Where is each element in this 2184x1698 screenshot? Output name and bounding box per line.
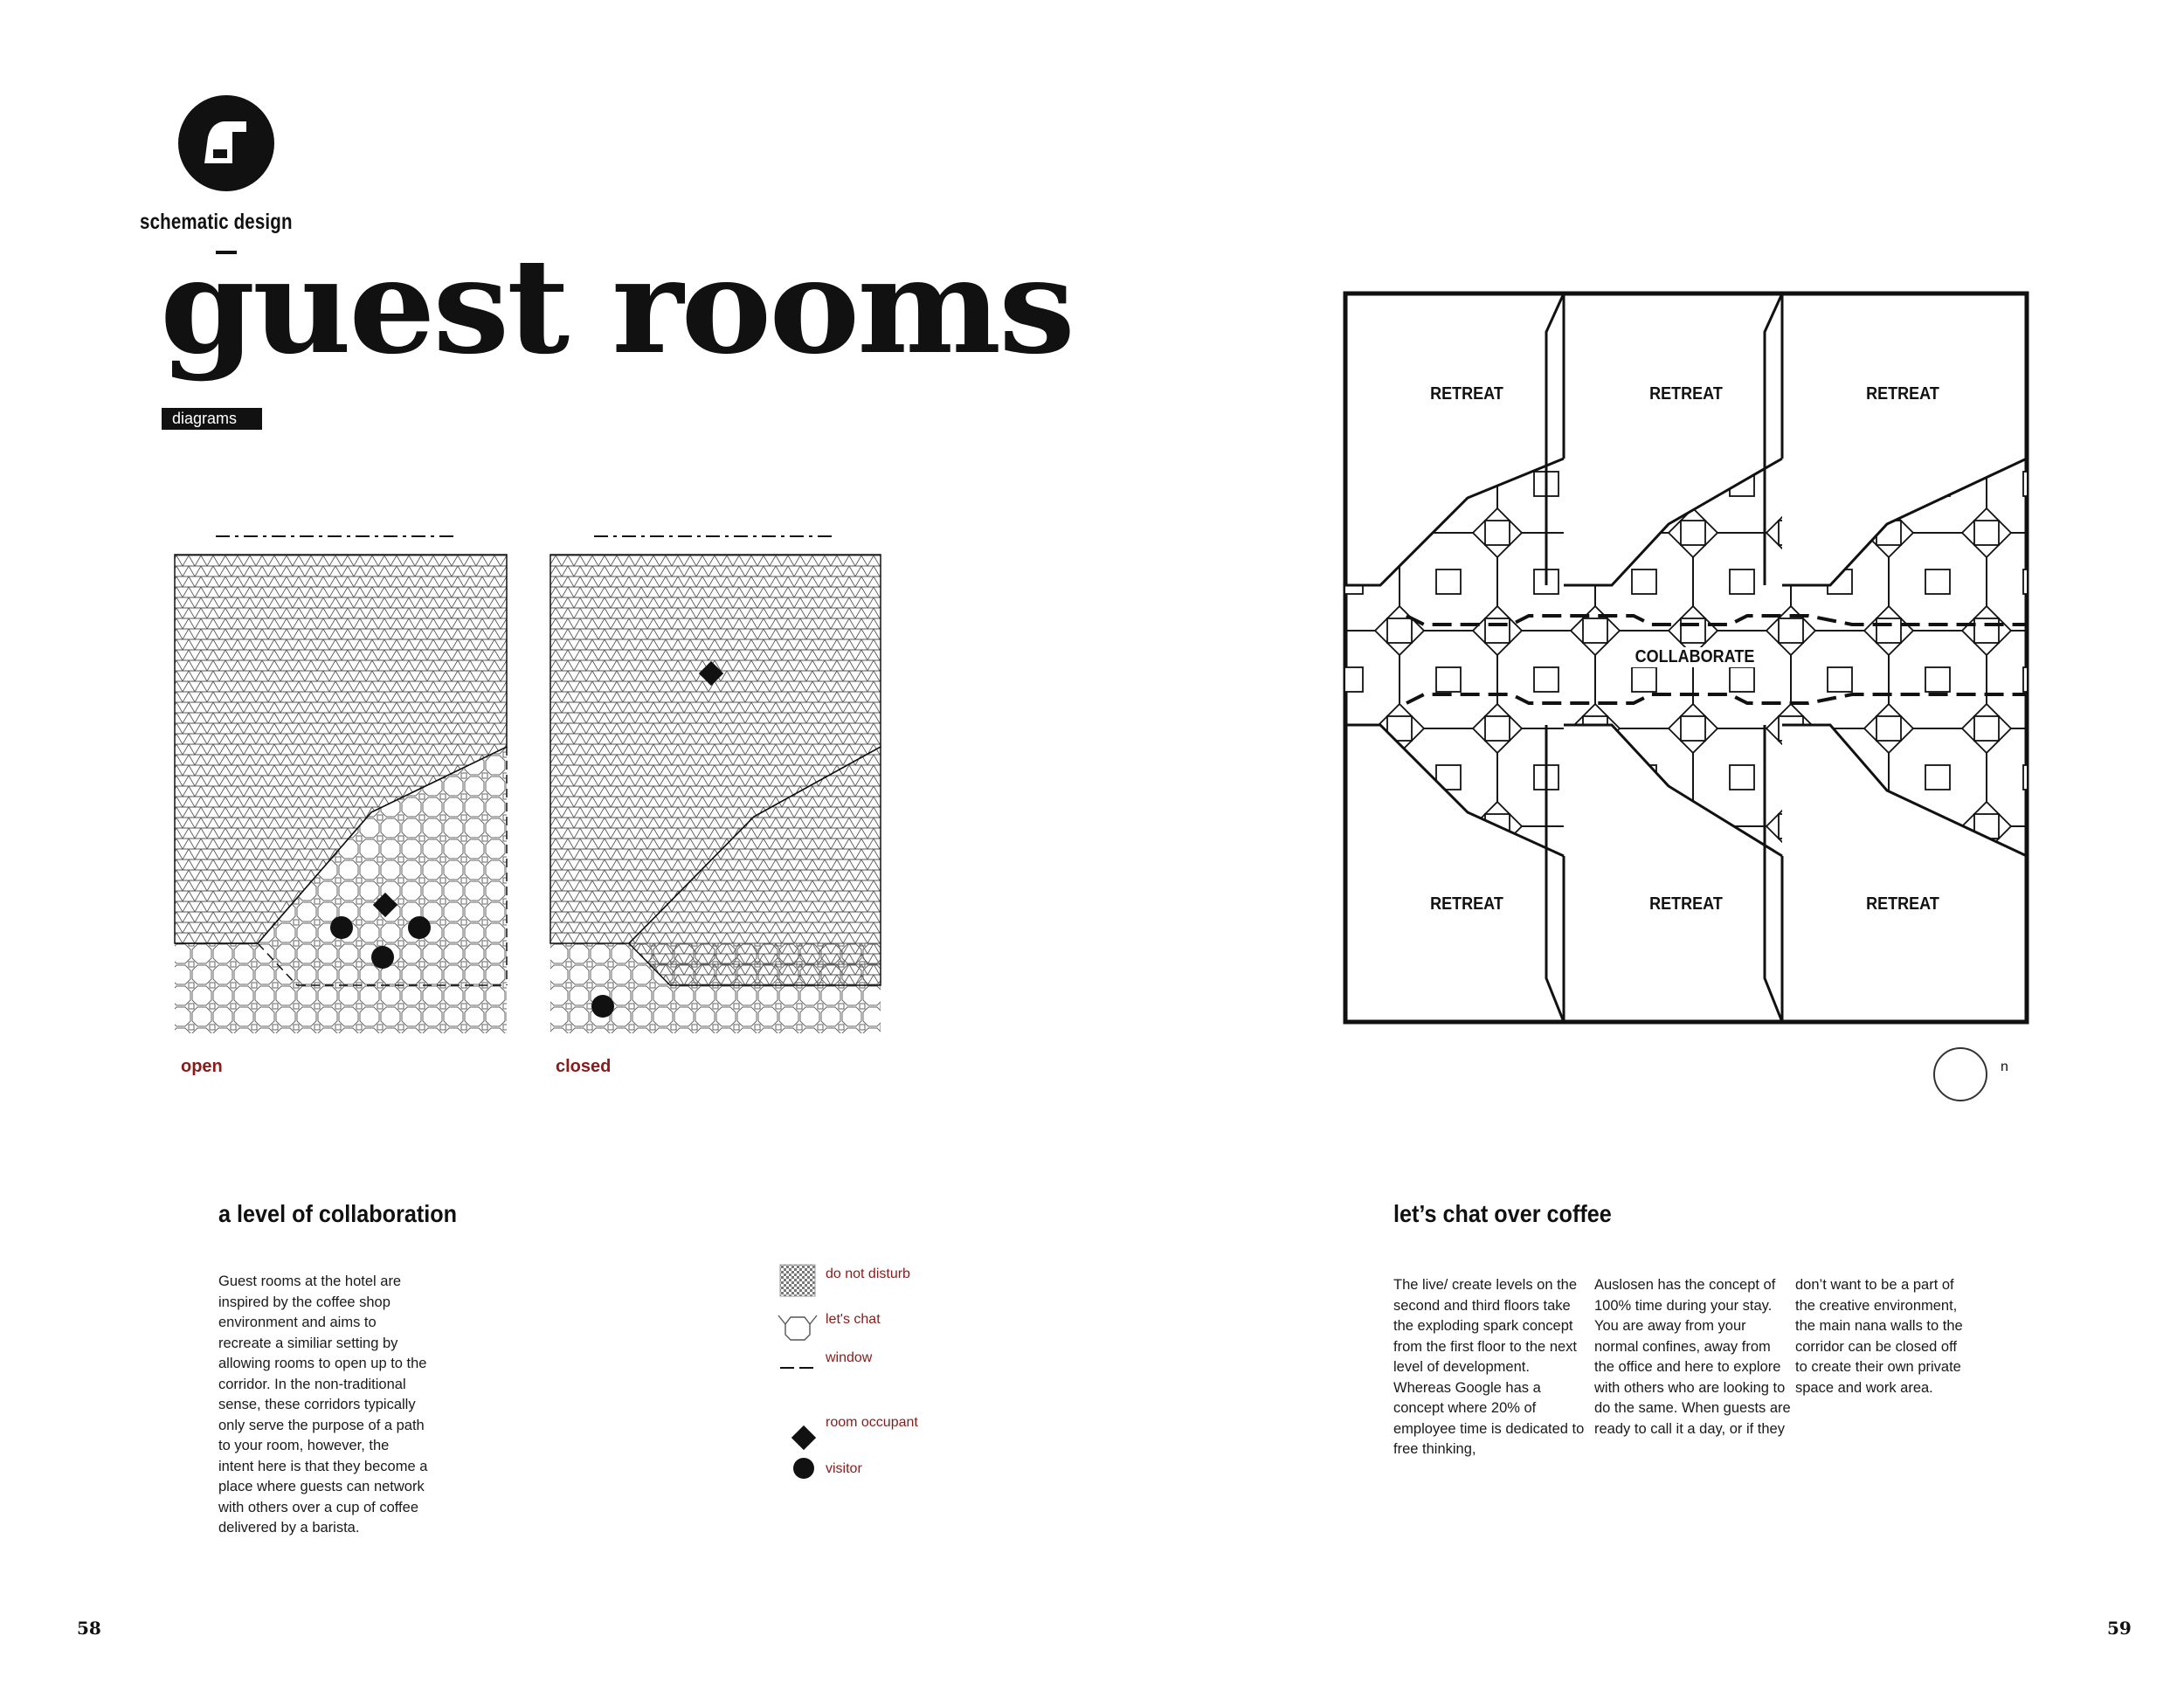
open-diagram: [175, 555, 507, 1033]
closed-diagram: [550, 555, 881, 1033]
collaboration-diagrams: [170, 524, 913, 1048]
legend-room-occupant: room occupant: [826, 1415, 918, 1430]
label-collaborate: COLLABORATE: [1616, 647, 1773, 667]
diagrams-tag: diagrams: [162, 408, 262, 430]
label-retreat-top-mid: RETREAT: [1649, 384, 1723, 404]
visitor-marker: [371, 946, 394, 969]
legend-window: window: [826, 1350, 873, 1365]
open-caption: open: [181, 1057, 223, 1076]
label-retreat-bottom-left: RETREAT: [1430, 894, 1503, 914]
lets-chat-swatch: [778, 1315, 817, 1340]
visitor-marker: [330, 916, 353, 939]
visitor-icon: [793, 1458, 814, 1479]
page-number-left: 58: [77, 1618, 101, 1639]
section-label: schematic design: [140, 210, 293, 234]
closed-caption: closed: [556, 1057, 612, 1076]
do-not-disturb-swatch: [780, 1265, 815, 1296]
left-heading: a level of collaboration: [218, 1200, 458, 1227]
right-heading: let’s chat over coffee: [1393, 1200, 1612, 1227]
page-title: guest rooms: [160, 230, 1073, 383]
chapter-4-icon: [178, 95, 274, 191]
right-paragraph-col2: Auslosen has the concept of 100% time during your stay. You are away from your normal confines, away from the office and here to explore with others who are looking to do the same. When guests are ready to call it a day, or if they: [1594, 1277, 1791, 1437]
page-number-right: 59: [2107, 1618, 2132, 1639]
room-occupant-icon: [791, 1425, 816, 1450]
north-label: n: [2001, 1060, 2008, 1074]
label-retreat-top-left: RETREAT: [1430, 384, 1503, 404]
visitor-marker: [591, 995, 614, 1018]
left-paragraph: Guest rooms at the hotel are inspired by the coffee shop environment and aims to recreate a similiar setting by allowing rooms to open up to the corridor. In the non-traditional sense, these corridors typically only serve the purpose of a path to your room, however, the intent here is that they become a place where guests can network with others over a cup of coffee delivered by a barista.: [218, 1274, 428, 1536]
north-arrow-icon: [1932, 1046, 1994, 1108]
visitor-marker: [408, 916, 431, 939]
label-retreat-top-right: RETREAT: [1866, 384, 1939, 404]
legend-lets-chat: let's chat: [826, 1312, 881, 1327]
right-paragraph-col3: don’t want to be a part of the creative environment, the main nana walls to the corridor can be closed off to create their own private space and work area.: [1795, 1277, 1963, 1396]
legend-do-not-disturb: do not disturb: [826, 1267, 910, 1281]
legend-symbols: [773, 1258, 834, 1494]
label-retreat-bottom-mid: RETREAT: [1649, 894, 1723, 914]
label-retreat-bottom-right: RETREAT: [1866, 894, 1939, 914]
right-paragraph-col1: The live/ create levels on the second and third floors take the exploding spark concept from the first floor to the next level of development. Whereas Google has a concept where 20% of employee time is dedicated to free thinking,: [1393, 1277, 1585, 1457]
legend-visitor: visitor: [826, 1461, 862, 1476]
